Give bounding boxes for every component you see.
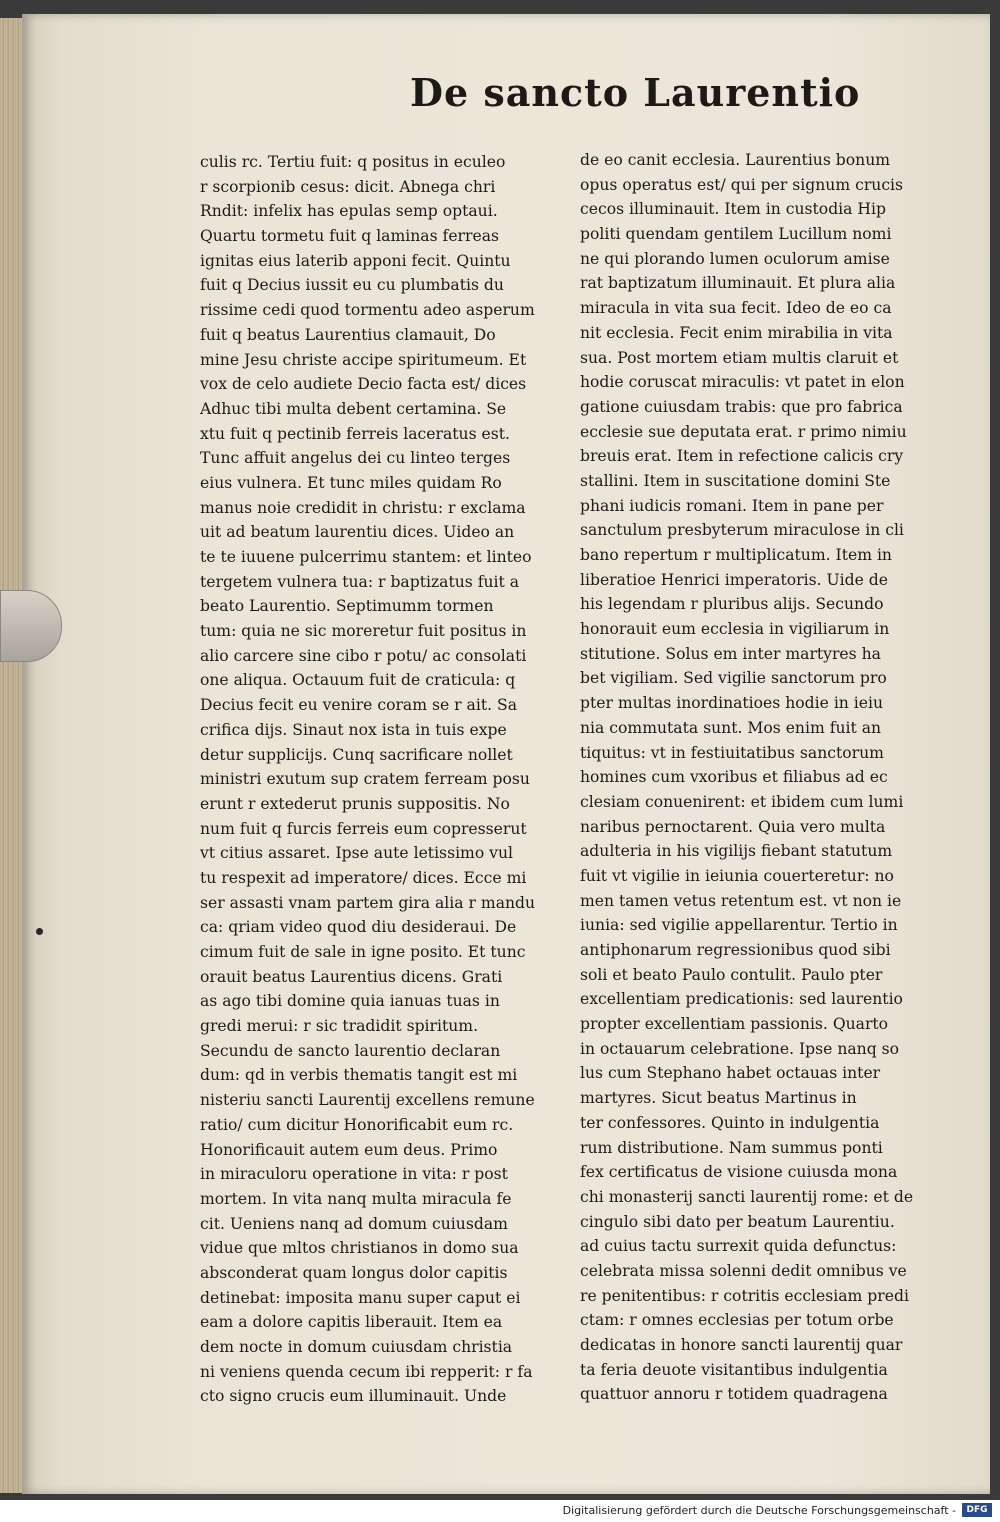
text-line: tum: quia ne sic moreretur fuit positus in xyxy=(200,622,527,641)
text-line: liberatioe Henrici imperatoris. Uide de xyxy=(580,570,889,589)
left-text-column xyxy=(200,150,555,1409)
text-line: bet vigiliam. Sed vigilie sanctorum pro xyxy=(580,669,887,688)
text-line: ser assasti vnam partem gira alia r mandu xyxy=(200,893,536,912)
right-text-column xyxy=(580,148,940,1407)
footer-credit: Digitalisierung gefördert durch die Deutsche Forschungsgemeinschaft - xyxy=(562,1504,956,1517)
text-line: ad cuius tactu surrexit quida defunctus: xyxy=(580,1237,897,1256)
text-line: xtu fuit q pectinib ferreis laceratus est. xyxy=(200,424,510,443)
text-line: cto signo crucis eum illuminauit. Unde xyxy=(200,1387,507,1406)
text-line: eius vulnera. Et tunc miles quidam Ro xyxy=(200,473,502,492)
text-line: naribus pernoctarent. Quia vero multa xyxy=(580,817,886,836)
text-line: cingulo sibi dato per beatum Laurentiu. xyxy=(580,1212,895,1231)
text-line: clesiam conuenirent: et ibidem cum lumi xyxy=(580,792,904,811)
text-line: tiquitus: vt in festiuitatibus sanctorum xyxy=(580,743,884,762)
text-line: ne qui plorando lumen oculorum amise xyxy=(580,249,890,268)
text-line: beato Laurentio. Septimumm tormen xyxy=(200,597,494,616)
dfg-logo: DFG xyxy=(962,1503,992,1517)
text-line: vt citius assaret. Ipse aute letissimo vul xyxy=(200,844,514,863)
text-line: gatione cuiusdam trabis: que pro fabrica xyxy=(580,397,903,416)
text-line: Rndit: infelix has epulas semp optaui. xyxy=(200,202,498,221)
text-line: pter multas inordinatioes hodie in ieiu xyxy=(580,694,884,713)
text-line: nisteriu sancti Laurentij excellens remune xyxy=(200,1091,535,1110)
text-line: lus cum Stephano habet octauas inter xyxy=(580,1064,881,1083)
text-line: vidue que mltos christianos in domo sua xyxy=(200,1239,519,1258)
text-line: iunia: sed vigilie appellarentur. Tertio in xyxy=(580,916,898,935)
text-line: his legendam r pluribus alijs. Secundo xyxy=(580,595,884,614)
text-line: homines cum vxoribus et filiabus ad ec xyxy=(580,768,888,787)
text-line: ecclesie sue deputata erat. r primo nimiu xyxy=(580,422,907,441)
text-line: in octauarum celebratione. Ipse nanq so xyxy=(580,1039,900,1058)
text-line: dem nocte in domum cuiusdam christia xyxy=(200,1338,513,1356)
text-line: culis rc. Tertiu fuit: q positus in eculeo xyxy=(200,153,506,171)
text-line: ctam: r omnes ecclesias per totum orbe xyxy=(580,1311,894,1330)
text-line: fuit vt vigilie in ieiunia couerteretur: no xyxy=(580,866,894,885)
text-line: re penitentibus: r cotritis ecclesiam predi xyxy=(580,1286,909,1305)
text-line: adulteria in his vigilijs fiebant statutum xyxy=(580,842,893,861)
text-line: Decius fecit eu venire coram se r ait. Sa xyxy=(200,696,517,715)
text-line: ter confessores. Quinto in indulgentia xyxy=(580,1113,880,1132)
text-line: manus noie credidit in christu: r exclama xyxy=(200,498,526,517)
text-line: soli et beato Paulo contulit. Paulo pter xyxy=(580,965,883,984)
text-line: rat baptizatum illuminauit. Et plura alia xyxy=(580,274,896,293)
text-line: r scorpionib cesus: dicit. Abnega chri xyxy=(200,177,496,196)
text-line: erunt r extederut prunis suppositis. No xyxy=(200,794,510,813)
text-line: ni veniens quenda cecum ibi repperit: r fa xyxy=(200,1362,533,1381)
text-line: dedicatas in honore sancti laurentij quar xyxy=(580,1336,903,1354)
text-line: Adhuc tibi multa debent certamina. Se xyxy=(200,399,507,418)
text-line: fuit q beatus Laurentius clamauit, Do xyxy=(200,325,496,344)
text-line: mine Jesu christe accipe spiritumeum. Et xyxy=(200,350,527,369)
text-line: num fuit q furcis ferreis eum copresserut xyxy=(200,819,527,838)
text-line: rum distributione. Nam summus ponti xyxy=(580,1138,883,1157)
text-line: tu respexit ad imperatore/ dices. Ecce mi xyxy=(200,868,527,887)
text-line: stallini. Item in suscitatione domini Ste xyxy=(580,471,891,490)
text-line: dum: qd in verbis thematis tangit est mi xyxy=(200,1066,518,1085)
text-line: in miraculoru operatione in vita: r post xyxy=(200,1165,508,1184)
text-line: fex certificatus de visione cuiusda mona xyxy=(580,1163,898,1182)
text-line: breuis erat. Item in refectione calicis cry xyxy=(580,447,904,466)
text-line: hodie coruscat miraculis: vt patet in elon xyxy=(580,373,905,392)
text-line: nit ecclesia. Fecit enim mirabilia in vita xyxy=(580,323,893,342)
text-line: cimum fuit de sale in igne posito. Et tunc xyxy=(200,943,526,961)
text-line: gredi merui: r sic tradidit spiritum. xyxy=(200,1017,479,1036)
text-line: politi quendam gentilem Lucillum nomi xyxy=(580,225,892,244)
text-line: phani iudicis romani. Item in pane per xyxy=(580,496,884,515)
text-line: ratio/ cum dicitur Honorificabit eum rc. xyxy=(200,1115,514,1134)
text-line: detinebat: imposita manu super caput ei xyxy=(200,1288,521,1307)
text-line: as ago tibi domine quia ianuas tuas in xyxy=(200,992,500,1011)
text-line: Quartu tormetu fuit q laminas ferreas xyxy=(200,227,499,246)
text-line: vox de celo audiete Decio facta est/ dices xyxy=(200,375,527,394)
text-line: celebrata missa solenni dedit omnibus ve xyxy=(580,1261,907,1280)
text-line: honorauit eum ecclesia in vigiliarum in xyxy=(580,620,890,639)
text-line: mortem. In vita nanq multa miracula fe xyxy=(200,1189,512,1208)
text-line: sanctulum presbyterum miraculose in cli xyxy=(580,521,904,540)
text-line: quattuor annoru r totidem quadragena xyxy=(580,1385,888,1404)
text-line: de eo canit ecclesia. Laurentius bonum xyxy=(580,151,891,169)
text-line: ta feria deuote visitantibus indulgentia xyxy=(580,1360,888,1379)
text-line: cit. Ueniens nanq ad domum cuiusdam xyxy=(200,1214,508,1233)
text-line: excellentiam predicationis: sed laurentio xyxy=(580,990,903,1009)
text-line: stitutione. Solus em inter martyres ha xyxy=(580,644,881,663)
text-line: alio carcere sine cibo r potu/ ac consolati xyxy=(200,646,527,665)
text-line: martyres. Sicut beatus Martinus in xyxy=(580,1089,857,1108)
running-head: De sancto Laurentio xyxy=(410,70,861,115)
text-line: propter excellentiam passionis. Quarto xyxy=(580,1015,889,1034)
text-line: uit ad beatum laurentiu dices. Uideo an xyxy=(200,523,515,542)
text-line: sua. Post mortem etiam multis claruit et xyxy=(580,348,899,367)
text-line: absconderat quam longus dolor capitis xyxy=(200,1263,508,1282)
ink-dot xyxy=(36,928,43,935)
text-line: rissime cedi quod tormentu adeo asperum xyxy=(200,301,535,320)
text-line: one aliqua. Octauum fuit de craticula: q xyxy=(200,671,516,690)
text-line: orauit beatus Laurentius dicens. Grati xyxy=(200,967,503,986)
text-line: miracula in vita sua fecit. Ideo de eo ca xyxy=(580,299,892,318)
text-line: men tamen vetus retentum est. vt non ie xyxy=(580,891,902,910)
text-line: cecos illuminauit. Item in custodia Hip xyxy=(580,200,886,219)
text-line: antiphonarum regressionibus quod sibi xyxy=(580,941,891,959)
text-line: fuit q Decius iussit eu cu plumbatis du xyxy=(200,276,504,295)
text-line: chi monasterij sancti laurentij rome: et de xyxy=(580,1187,914,1206)
text-line: nia commutata sunt. Mos enim fuit an xyxy=(580,718,882,737)
text-line: tergetem vulnera tua: r baptizatus fuit a xyxy=(200,572,520,591)
text-line: eam a dolore capitis liberauit. Item ea xyxy=(200,1313,503,1332)
text-line: Tunc affuit angelus dei cu linteo terges xyxy=(200,449,511,468)
text-line: bano repertum r multiplicatum. Item in xyxy=(580,546,892,564)
text-line: detur supplicijs. Cunq sacrificare nollet xyxy=(200,745,513,764)
text-line: ignitas eius laterib apponi fecit. Quintu xyxy=(200,251,511,270)
text-line: Honorificauit autem eum deus. Primo xyxy=(200,1140,498,1159)
text-line: ministri exutum sup cratem ferream posu xyxy=(200,770,530,789)
text-line: te te iuuene pulcerrimu stantem: et linteo xyxy=(200,548,532,566)
text-line: opus operatus est/ qui per signum crucis xyxy=(580,175,904,194)
text-line: crifica dijs. Sinaut nox ista in tuis expe xyxy=(200,720,507,739)
text-line: ca: qriam video quod diu desideraui. De xyxy=(200,918,517,937)
text-line: Secundu de sancto laurentio declaran xyxy=(200,1041,501,1060)
